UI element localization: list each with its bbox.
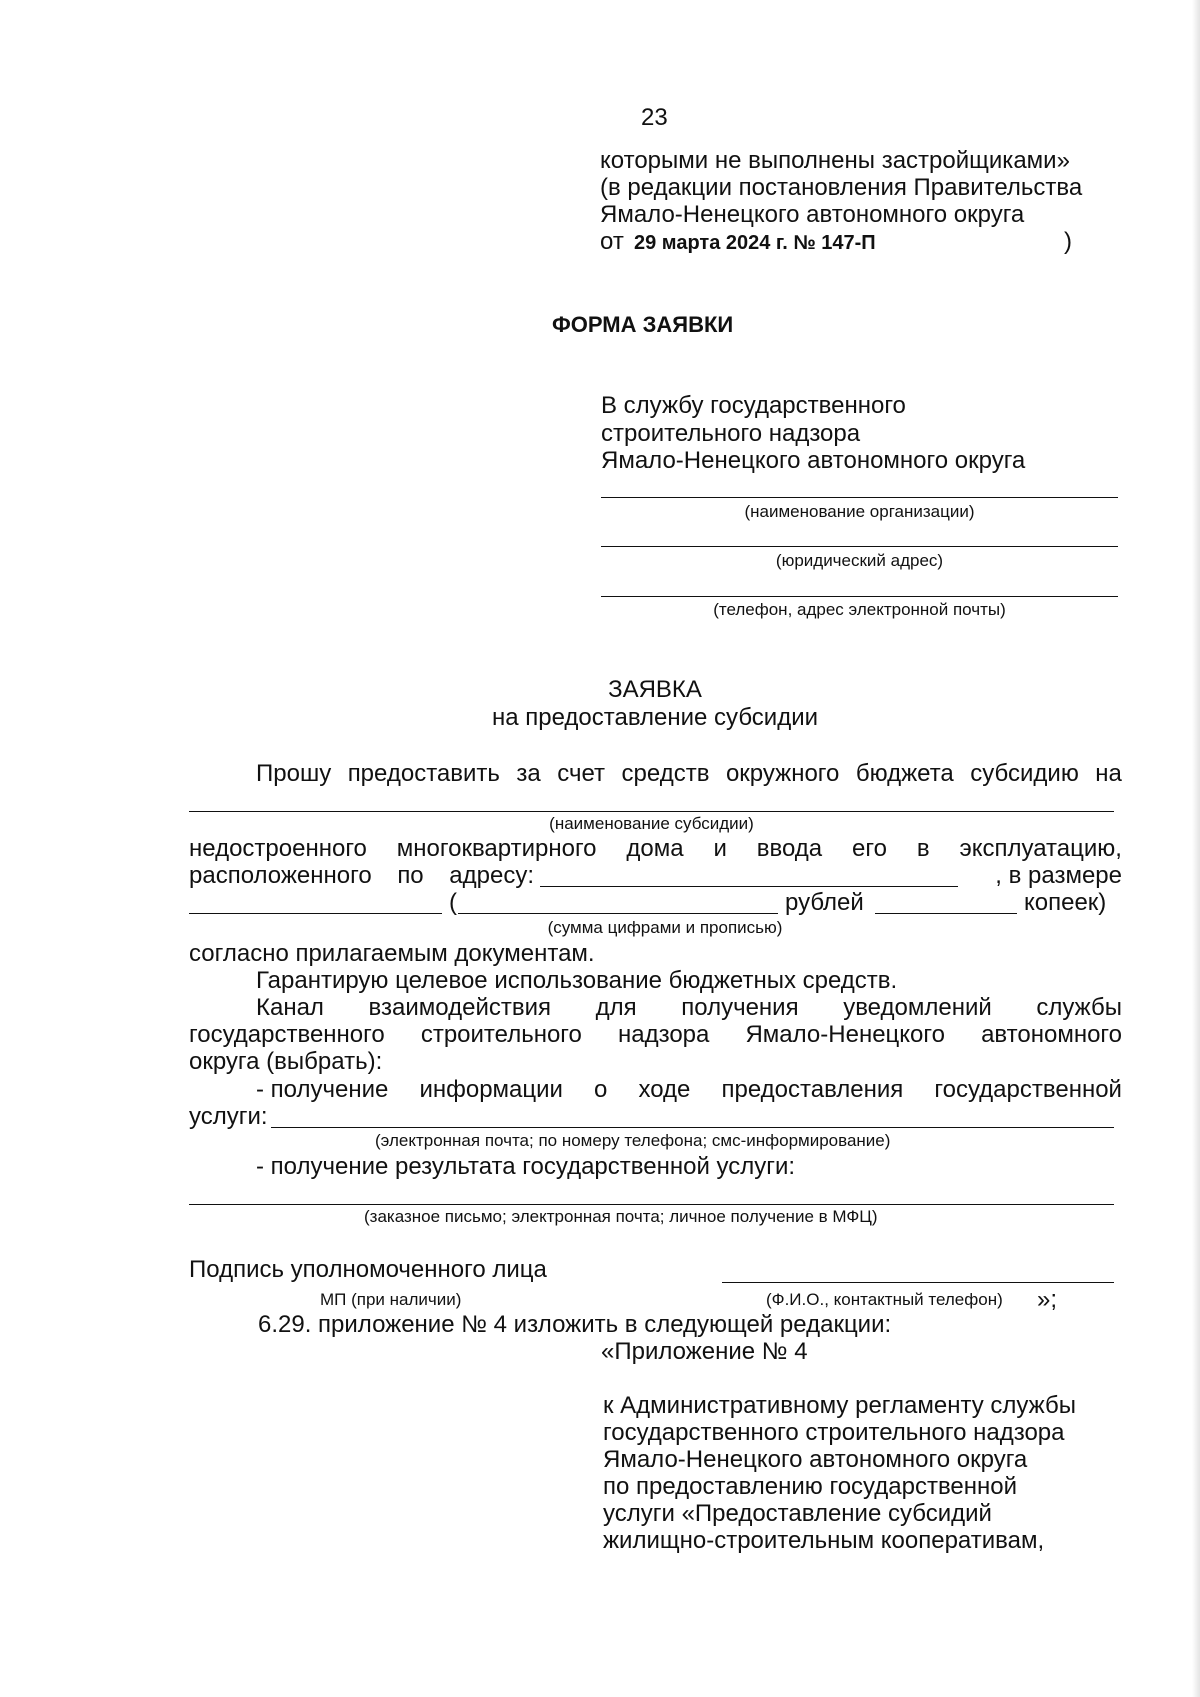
stamp-note: МП (при наличии) — [320, 1290, 462, 1309]
amount-words-field — [458, 913, 778, 914]
addressee-line-2: строительного надзора — [601, 420, 861, 447]
appendix-line-6: жилищно-строительным кооперативам, — [603, 1527, 1045, 1554]
subsidy-name-field — [189, 811, 1114, 812]
info-channel-field — [271, 1127, 1114, 1128]
header-date-prefix: от — [600, 228, 624, 255]
caption-signer: (Ф.И.О., контактный телефон) — [766, 1290, 1003, 1309]
page-number: 23 — [641, 104, 668, 131]
guarantee-line: Гарантирую целевое использование бюджетных средств. — [256, 967, 898, 994]
legal-address-field — [601, 546, 1118, 547]
documents-line: согласно прилагаемым документам. — [189, 940, 595, 967]
caption-result-channel: (заказное письмо; электронная почта; личное получение в МФЦ) — [364, 1207, 878, 1226]
caption-sum: (сумма цифрами и прописью) — [547, 918, 783, 937]
paren-open: ( — [449, 889, 457, 916]
header-line-3: Ямало-Ненецкого автономного округа — [600, 201, 1025, 228]
appendix-line-5: услуги «Предоставление субсидий — [603, 1500, 992, 1527]
organization-name-field — [601, 497, 1118, 498]
info-line-2: услуги: — [189, 1103, 268, 1130]
caption-signer-end: »; — [1037, 1286, 1058, 1313]
header-closing-paren: ) — [1064, 228, 1072, 255]
application-subtitle: на предоставление субсидии — [491, 704, 819, 731]
kopecks-label: копеек) — [1024, 889, 1107, 916]
caption-subsidy: (наименование субсидии) — [549, 814, 754, 833]
unfinished-house-line: недостроенного многоквартирного дома и ввода его в эксплуатацию, — [189, 835, 1122, 862]
signer-field — [722, 1282, 1114, 1283]
signature-label: Подпись уполномоченного лица — [189, 1256, 547, 1283]
caption-contacts: (телефон, адрес электронной почты) — [713, 600, 1006, 619]
appendix-line-1: к Административному регламенту службы — [603, 1392, 1076, 1419]
amount-digits-field — [189, 913, 442, 914]
header-date-value: 29 марта 2024 г. № 147-П — [634, 232, 876, 254]
result-channel-field — [189, 1204, 1114, 1205]
addressee-line-3: Ямало-Ненецкого автономного округа — [601, 447, 1026, 474]
kopecks-field — [875, 913, 1017, 914]
address-suffix: , в размере — [995, 862, 1122, 889]
address-prefix: расположенного по адресу: — [189, 862, 534, 889]
caption-legal-address: (юридический адрес) — [775, 551, 944, 570]
contacts-field — [601, 596, 1118, 597]
info-line-1: - получение информации о ходе предоставления государственной — [256, 1076, 1122, 1103]
header-line-2: (в редакции постановления Правительства — [600, 174, 1083, 201]
appendix-title: «Приложение № 4 — [601, 1338, 808, 1365]
channel-line-3: округа (выбрать): — [189, 1048, 383, 1075]
appendix-line-4: по предоставлению государственной — [603, 1473, 1018, 1500]
rubles-label: рублей — [785, 889, 864, 916]
form-title: ФОРМА ЗАЯВКИ — [552, 312, 734, 337]
address-field — [540, 886, 958, 887]
amendment-item: 6.29. приложение № 4 изложить в следующей редакции: — [258, 1311, 892, 1338]
channel-line-2: государственного строительного надзора Ямало-Ненецкого автономного — [189, 1021, 1122, 1048]
addressee-line-1: В службу государственного — [601, 392, 906, 419]
result-line: - получение результата государственной услуги: — [256, 1153, 796, 1180]
page-edge-shadow — [1192, 0, 1200, 1697]
caption-info-channel: (электронная почта; по номеру телефона; смс-информирование) — [375, 1131, 891, 1150]
appendix-line-3: Ямало-Ненецкого автономного округа — [603, 1446, 1028, 1473]
appendix-line-2: государственного строительного надзора — [603, 1419, 1065, 1446]
header-line-1: которыми не выполнены застройщиками» — [600, 147, 1070, 174]
application-title: ЗАЯВКА — [608, 676, 702, 703]
channel-line-1: Канал взаимодействия для получения уведомлений службы — [256, 994, 1122, 1021]
caption-organization: (наименование организации) — [744, 502, 975, 521]
request-line: Прошу предоставить за счет средств окружного бюджета субсидию на — [256, 760, 1122, 787]
